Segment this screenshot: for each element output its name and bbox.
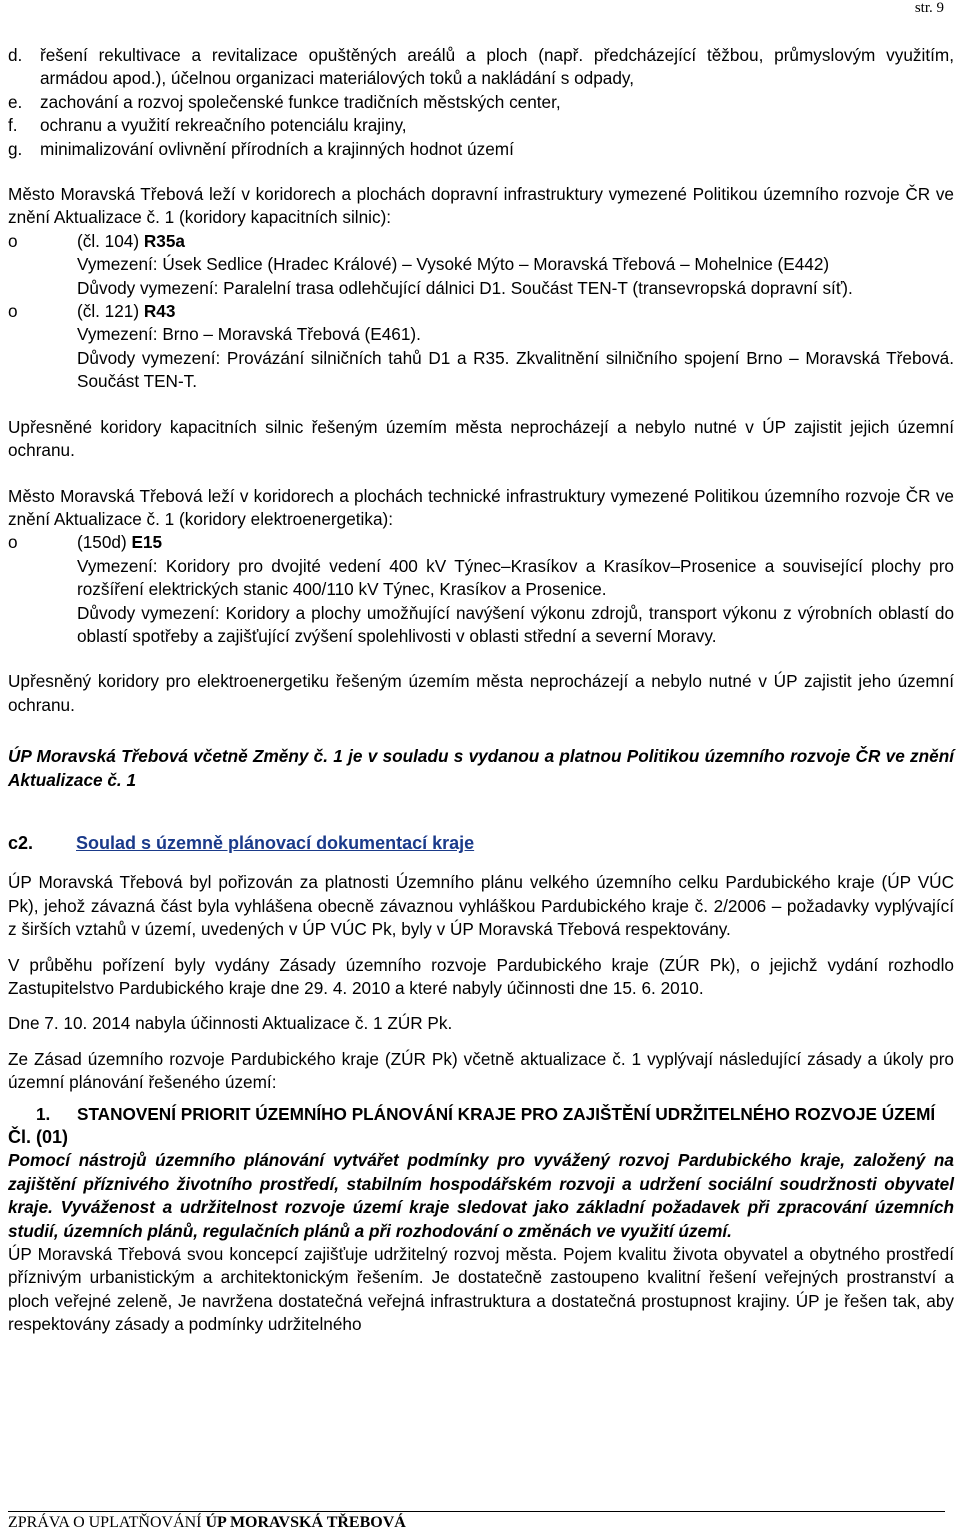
list-marker: f.: [8, 115, 18, 136]
bullet-marker: o: [8, 230, 18, 251]
corridor-article: (čl. 121): [77, 301, 144, 322]
corridor-code: E15: [131, 532, 163, 553]
priority-item: [8, 1103, 954, 1126]
list-item-text: řešení rekultivace a revitalizace opuštěných areálů a ploch (např. předcházející těžbou, průmyslovým využitím, armádou apod.), účelnou organizaci materiálových toků a nakládání s odpady,: [40, 45, 954, 89]
c2-paragraph-4: Ze Zásad územního rozvoje Pardubického kraje (ZÚR Pk) včetně aktualizace č. 1 vyplývají následující zásady a úkoly pro územní plánování řešeného území:: [8, 1048, 954, 1093]
list-item-text: ochranu a využití rekreačního potenciálu krajiny,: [40, 115, 407, 136]
section-number: c2.: [8, 832, 34, 853]
c2-paragraph-2: V průběhu pořízení byly vydány Zásady územního rozvoje Pardubického kraje (ZÚR Pk), o jejichž vydání rozhodlo Zastupitelstvo Pardubického kraje dne 29. 4. 2010 a které nabyly účinnosti dne 15. 6. 2010.: [8, 954, 954, 998]
technical-intro: Město Moravská Třebová leží v koridorech a plochách technické infrastruktury vymezené Politikou územního rozvoje ČR ve znění Aktualizace č. 1 (koridory elektroenergetika):: [8, 485, 954, 529]
article-comment: ÚP Moravská Třebová svou koncepcí zajišťuje udržitelný rozvoj města. Pojem kvalitu života obyvatel a obytného prostředí příznivým urbanistickým a architektonickým řešením. Je dostatečně zastoupeno kvalitní řešení veřejných prostranství a ploch veřejné zeleně, Je navržena dostatečná veřejná infrastruktura a dostatečná prostupnost krajiny. ÚP je řešen tak, aby respektovány zásady a podmínky udržitelného: [8, 1244, 954, 1335]
corridor-code: R43: [143, 301, 176, 322]
transport-intro: Město Moravská Třebová leží v koridorech a plochách dopravní infrastruktury vymezené Politikou územního rozvoje ČR ve znění Aktualizace č. 1 (koridory kapacitních silnic):: [8, 184, 954, 228]
section-heading-c2: [8, 832, 954, 855]
corridor-line: Vymezení: Koridory pro dvojité vedení 400 kV Týnec–Krasíkov a Krasíkov–Prosenice a související plochy pro rozšíření elektrických stanic 400/110 kV Týnec, Krasíkov a Prosenice.: [77, 555, 954, 600]
section-title: Soulad s územně plánovací dokumentací kraje: [76, 832, 475, 853]
corridor-article: (150d): [77, 532, 132, 553]
corridor-heading: [77, 230, 954, 253]
bullet-marker: o: [8, 301, 18, 322]
corridor-item: [8, 230, 954, 300]
page-footer: [8, 1514, 406, 1532]
corridor-article: (čl. 104): [77, 230, 144, 251]
bullet-marker: o: [8, 532, 18, 553]
list-item-text: minimalizování ovlivnění přírodních a krajinných hodnot území: [40, 138, 514, 159]
article-text: Pomocí nástrojů územního plánování vytvářet podmínky pro vyvážený rozvoj Pardubického kraje, založený na zajištění příznivého životního prostředí, stabilním hospodářském rozvoji a udržení sociální soudržnosti obyvatel kraje. Vyváženost a udržitelnost rozvoje území kraje sledovat jako základní požadavek při zpracování územních studií, územních plánů, regulačních plánů a při rozhodování o změnách ve využití území.: [8, 1150, 954, 1241]
list-item: [8, 44, 954, 91]
priority-list: [8, 1103, 954, 1126]
goals-list: [8, 44, 954, 161]
technical-corridor-list: [8, 531, 954, 648]
corridor-heading: [77, 531, 954, 554]
transport-corridor-list: [8, 230, 954, 394]
article-heading: Čl. (01): [8, 1127, 69, 1148]
priority-text: STANOVENÍ PRIORIT ÚZEMNÍHO PLÁNOVÁNÍ KRAJE PRO ZAJIŠTĚNÍ UDRŽITELNÉHO ROZVOJE ÚZEMÍ: [77, 1103, 936, 1124]
technical-note: Upřesněný koridory pro elektroenergetiku řešeným územím města neprocházejí a nebylo nutné v ÚP zajistit jeho územní ochranu.: [8, 671, 954, 715]
corridor-item: [8, 531, 954, 648]
corridor-line: Důvody vymezení: Paralelní trasa odlehčující dálnici D1. Součást TEN-T (transevropská dopravní síť).: [77, 277, 853, 298]
c2-paragraph-1: ÚP Moravská Třebová byl pořizován za platnosti Územního plánu velkého územního celku Pardubického kraje (ÚP VÚC Pk), jehož závazná část byla vyhlášena obecně závaznou vyhláškou Pardubického kraje č. 2/2006 – požadavky vyplývající z širších vztahů v území, uvedených v ÚP VÚC Pk, byly v ÚP Moravská Třebová respektovány.: [8, 872, 954, 940]
corridor-line: Vymezení: Brno – Moravská Třebová (E461).: [77, 324, 421, 345]
corridor-item: [8, 300, 954, 394]
list-item: [8, 138, 954, 161]
list-marker: d.: [8, 45, 23, 65]
page-content: [8, 44, 954, 1337]
corridor-heading: [77, 300, 954, 323]
corridor-line: Vymezení: Úsek Sedlice (Hradec Králové) – Vysoké Mýto – Moravská Třebová – Mohelnice (E442): [77, 254, 830, 275]
priority-number: 1.: [36, 1103, 51, 1124]
footer-title: ÚP MORAVSKÁ TŘEBOVÁ: [205, 1514, 406, 1531]
list-marker: e.: [8, 91, 23, 112]
c2-paragraph-3: Dne 7. 10. 2014 nabyla účinnosti Aktualizace č. 1 ZÚR Pk.: [8, 1013, 453, 1034]
list-item: [8, 91, 954, 114]
footer-prefix: ZPRÁVA O UPLATŇOVÁNÍ: [8, 1514, 206, 1531]
corridor-line: Důvody vymezení: Provázání silničních tahů D1 a R35. Zkvalitnění silničního spojení Brno – Moravská Třebová. Součást TEN-T.: [77, 347, 954, 392]
corridor-code: R35a: [143, 230, 185, 251]
list-marker: g.: [8, 138, 23, 159]
list-item: [8, 114, 954, 137]
footer-divider: [8, 1511, 945, 1512]
transport-note: Upřesněné koridory kapacitních silnic řešeným územím města neprocházejí a nebylo nutné v ÚP zajistit jejich územní ochranu.: [8, 416, 954, 461]
conclusion-statement: ÚP Moravská Třebová včetně Změny č. 1 je v souladu s vydanou a platnou Politikou územního rozvoje ČR ve znění Aktualizace č. 1: [8, 746, 954, 790]
corridor-line: Důvody vymezení: Koridory a plochy umožňující navýšení výkonu zdrojů, transport výkonu z výrobních oblastí do oblastí spotřeby a zajišťující zvýšení spolehlivosti v oblasti střední a severní Moravy.: [77, 602, 954, 646]
list-item-text: zachování a rozvoj společenské funkce tradičních městských center,: [40, 91, 561, 112]
page-number: str. 9: [914, 0, 944, 16]
